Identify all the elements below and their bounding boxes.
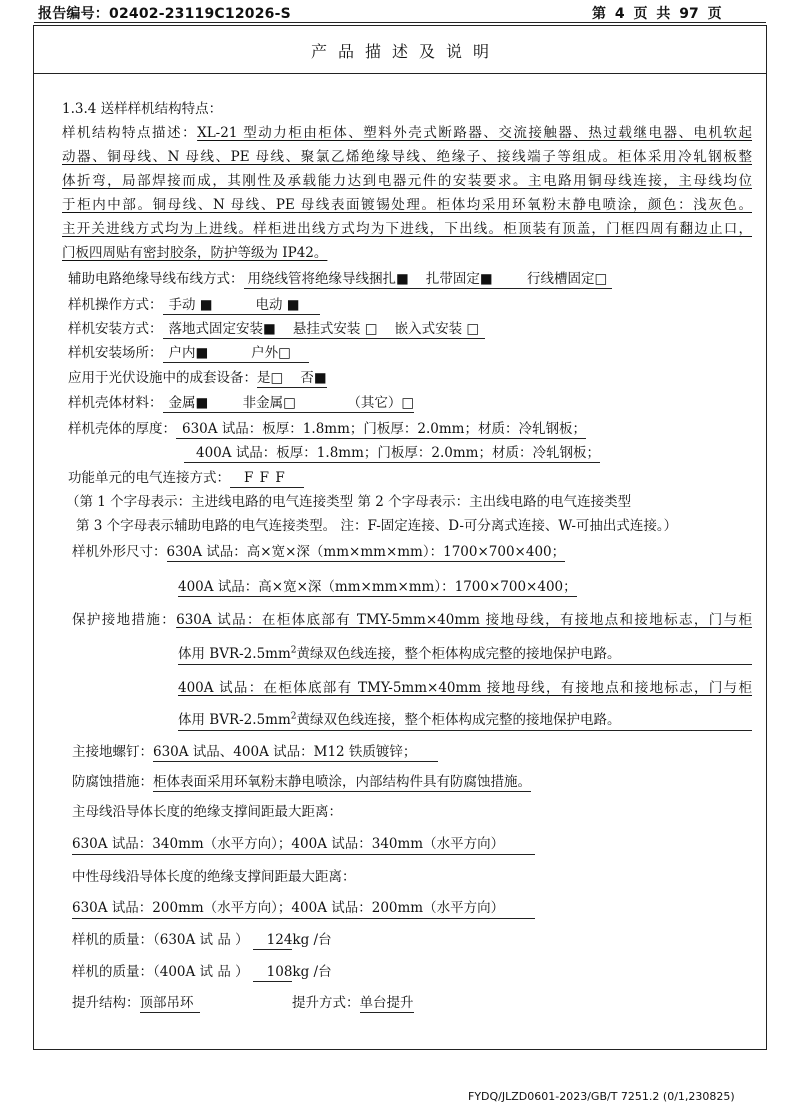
pv-value: 是□ 否■ <box>257 370 327 386</box>
location-label: 样机安装场所： <box>68 345 163 361</box>
dimensions-value-1: 630A 试品：高×宽×深（mm×mm×mm）：1700×700×400； <box>166 544 566 560</box>
neutral-bus-label: 中性母线沿导体长度的绝缘支撑间距最大距离： <box>72 869 356 885</box>
ground-screw-label: 主接地螺钉： <box>72 744 153 760</box>
structure-line-4: 于柜内中部。铜母线、N 母线、PE 母线表面镀锡处理。柜体均采用环氧粉末静电喷涂，颜色：浅灰色。 <box>62 197 752 213</box>
section-heading: 1.3.4 送样样机结构特点： <box>62 101 223 117</box>
thickness-row-1 <box>68 420 586 438</box>
installation-value: 落地式固定安装■ 悬挂式安装 □ 嵌入式安装 □ <box>163 321 486 339</box>
neutral-bus-value: 630A 试品：200mm（水平方向）；400A 试品：200mm（水平方向） <box>72 899 535 919</box>
operation-label: 样机操作方式： <box>68 297 163 313</box>
lifting-method-value: 单台提升 <box>359 995 414 1011</box>
structure-text-1: XL-21 型动力柜由柜体、塑料外壳式断路器、交流接触器、热过载继电器、电机软起 <box>197 125 753 141</box>
structure-line-5: 主开关进线方式均为上进线。样柜进出线方式均为下进线，下出线。柜顶装有顶盖，门框四周有翻边止口， <box>62 221 752 237</box>
dimensions-row-1 <box>72 543 565 561</box>
material-row <box>68 394 414 412</box>
grounding-row-b2 <box>178 711 752 731</box>
installation-label: 样机安装方式： <box>68 321 163 337</box>
grounding-b2 <box>178 711 752 731</box>
main-bus-row <box>72 835 535 855</box>
header-rule <box>34 22 766 23</box>
connection-note-2: 第 3 个字母表示辅助电路的电气连接类型。 注：F-固定连接、D-可分离式连接、W-可抽出式连接。） <box>76 518 678 534</box>
operation-row <box>68 296 320 314</box>
lifting-method-label: 提升方式： <box>292 995 360 1011</box>
main-bus-label: 主母线沿导体长度的绝缘支撑间距最大距离： <box>72 804 342 820</box>
dimensions-row-2 <box>178 578 577 596</box>
structure-line-1 <box>62 124 752 142</box>
thickness-label: 样机壳体的厚度： <box>68 421 176 437</box>
mass-630-row <box>72 931 332 949</box>
grounding-a2-sup: 2 <box>290 645 297 656</box>
page-title: 产品描述及说明 <box>310 42 500 61</box>
grounding-a2-post: 黄绿双色线连接，整个柜体构成完整的接地保护电路。 <box>296 646 621 662</box>
anticorrosion-value: 柜体表面采用环氧粉末静电喷涂，内部结构件具有防腐蚀措施。 <box>153 774 531 790</box>
mass-400-unit: kg /台 <box>292 964 332 980</box>
lifting-method-row <box>292 994 414 1012</box>
lifting-structure-value: 顶部吊环 <box>140 995 200 1013</box>
installation-row <box>68 320 485 338</box>
mass-630-value: 124 <box>253 932 293 950</box>
main-bus-value: 630A 试品：340mm（水平方向）；400A 试品：340mm（水平方向） <box>72 835 535 855</box>
anticorrosion-label: 防腐蚀措施： <box>72 774 153 790</box>
aux-wiring-value: 用绕线管将绝缘导线捆扎■ 扎带固定■ 行线槽固定□ <box>244 271 612 289</box>
mass-630-unit: kg /台 <box>292 932 332 948</box>
mass-400-value: 108 <box>253 964 293 982</box>
mass-400-label: 样机的质量：（400A 试 品 ） <box>72 964 249 980</box>
form-code-footer: FYDQ/JLZD0601-2023/GB/T 7251.2 (0/1,230825) <box>468 1090 735 1103</box>
grounding-row-a1 <box>72 611 752 629</box>
grounding-a2-pre: 体用 BVR-2.5mm <box>178 646 291 662</box>
grounding-a2 <box>178 645 752 665</box>
thickness-row-2 <box>184 444 600 462</box>
connection-label: 功能单元的电气连接方式： <box>68 470 230 486</box>
structure-line-2: 动器、铜母线、N 母线、PE 母线、聚氯乙烯绝缘导线、绝缘子、接线端子等组成。柜体采用冷轧钢板整 <box>62 149 752 165</box>
neutral-bus-row <box>72 899 535 919</box>
grounding-row-b1: 400A 试品：在柜体底部有 TMY-5mm×40mm 接地母线，有接地点和接地标志，门与柜 <box>178 680 752 696</box>
lifting-structure-row <box>72 994 200 1012</box>
connection-note-1: （第 1 个字母表示：主进线电路的电气连接类型 第 2 个字母表示：主出线电路的电气连接类型 <box>66 494 632 510</box>
operation-value: 手动 ■ 电动 ■ <box>163 297 320 315</box>
grounding-b2-pre: 体用 BVR-2.5mm <box>178 712 291 728</box>
connection-value: F F F <box>230 470 304 488</box>
grounding-a1: 630A 试品：在柜体底部有 TMY-5mm×40mm 接地母线，有接地点和接地标志，门与柜 <box>176 612 752 628</box>
mass-400-row <box>72 963 332 981</box>
aux-wiring-row <box>68 270 612 288</box>
thickness-value-1: 630A 试品：板厚：1.8mm；门板厚：2.0mm；材质：冷轧钢板； <box>176 421 586 439</box>
mass-630-label: 样机的质量：（630A 试 品 ） <box>72 932 249 948</box>
title-band <box>34 26 766 74</box>
dimensions-label: 样机外形尺寸： <box>72 544 167 560</box>
anticorrosion-row <box>72 773 531 791</box>
pv-label: 应用于光伏设施中的成套设备： <box>68 370 257 386</box>
material-label: 样机壳体材料： <box>68 395 163 411</box>
lifting-structure-label: 提升结构： <box>72 995 140 1011</box>
aux-wiring-label: 辅助电路绝缘导线布线方式： <box>68 271 244 287</box>
location-value: 户内■ 户外□ <box>163 345 309 363</box>
thickness-value-2: 400A 试品：板厚：1.8mm；门板厚：2.0mm；材质：冷轧钢板； <box>184 445 600 463</box>
location-row <box>68 344 309 362</box>
report-number: 报告编号：02402-23119C12026-S <box>38 6 291 22</box>
grounding-row-a2 <box>178 645 752 665</box>
ground-screw-value: 630A 试品、400A 试品：M12 铁质镀锌； <box>153 744 438 762</box>
connection-row <box>68 469 304 487</box>
grounding-b2-sup: 2 <box>290 711 297 722</box>
ground-screw-row <box>72 743 438 761</box>
structure-line-3: 体折弯，局部焊接而成，其刚性及承载能力达到电器元件的安装要求。主电路用铜母线连接，主母线均位 <box>62 173 752 189</box>
pv-row <box>68 369 327 387</box>
dimensions-value-2: 400A 试品：高×宽×深（mm×mm×mm）：1700×700×400； <box>178 579 577 595</box>
structure-line-6: 门板四周贴有密封胶条，防护等级为 IP42。 <box>62 245 328 261</box>
grounding-label: 保护接地措施： <box>72 612 177 628</box>
material-value: 金属■ 非金属□ （其它）□ <box>163 395 415 413</box>
page-indicator: 第 4 页 共 97 页 <box>592 6 722 22</box>
grounding-b2-post: 黄绿双色线连接，整个柜体构成完整的接地保护电路。 <box>296 712 621 728</box>
structure-label: 样机结构特点描述： <box>62 125 198 141</box>
